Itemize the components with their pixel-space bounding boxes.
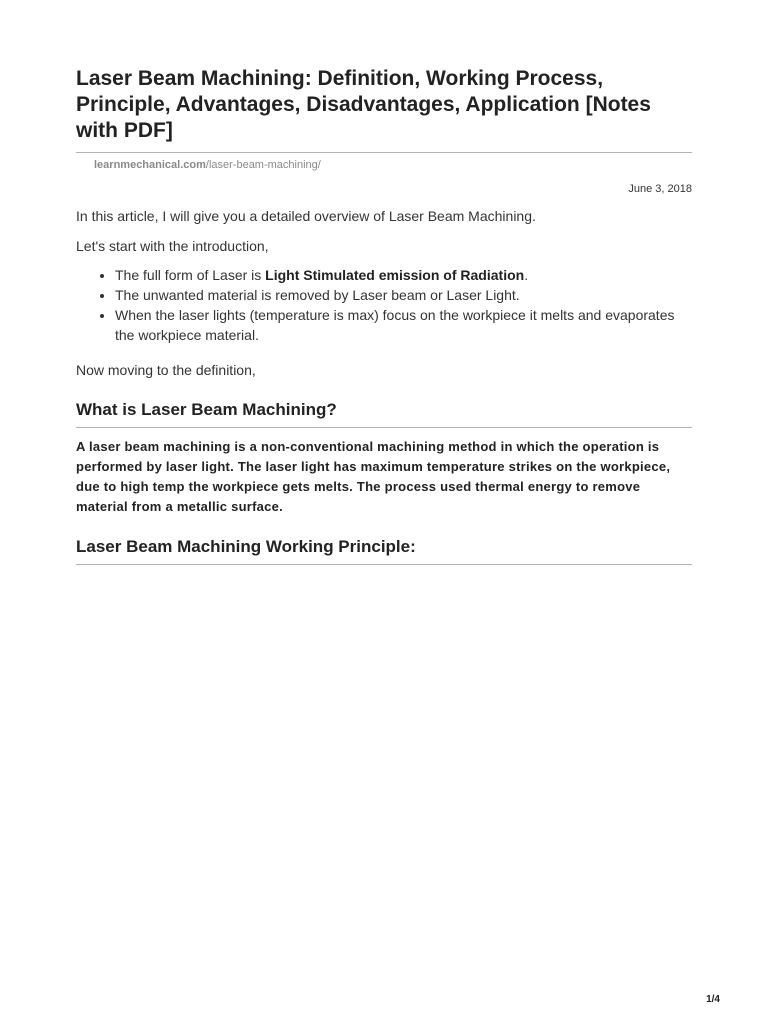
document-page	[76, 66, 692, 565]
source-path[interactable]: /laser-beam-machining/	[205, 159, 321, 171]
bullet-1-bold: Light Stimulated emission of Radiation	[265, 267, 525, 283]
publish-date: June 3, 2018	[628, 183, 692, 195]
intro-paragraph: In this article, I will give you a detailed overview of Laser Beam Machining.	[76, 208, 536, 224]
moving-on-paragraph: Now moving to the definition,	[76, 362, 256, 378]
definition-paragraph: A laser beam machining is a non-conventional machining method in which the operation is performed by laser light. The laser light has maximum temperature strikes on the workpiece, due to high temp the workpiece gets melts. The process used thermal energy to remove material from a metallic surface.	[76, 439, 671, 514]
heading-divider	[76, 564, 692, 565]
list-item: • When the laser lights (temperature is max) focus on the workpiece it melts and evaporates the workpiece material.	[115, 305, 692, 345]
title-divider	[76, 152, 692, 153]
heading-what-is: What is Laser Beam Machining?	[76, 400, 337, 419]
bullet-1-prefix: The full form of Laser is	[115, 267, 266, 283]
heading-divider	[76, 427, 692, 428]
heading-working-principle: Laser Beam Machining Working Principle:	[76, 537, 416, 556]
article-title: Laser Beam Machining: Definition, Working Process, Principle, Advantages, Disadvantages, Application [Notes with PDF]	[76, 67, 651, 142]
intro-bullet-list	[76, 265, 692, 345]
source-domain[interactable]: learnmechanical.com	[94, 159, 206, 171]
bullet-1-suffix: .	[524, 267, 529, 283]
list-item	[115, 265, 692, 285]
page-number: 1/4	[706, 994, 720, 1005]
source-link[interactable]	[76, 158, 692, 172]
lets-start-paragraph: Let's start with the introduction,	[76, 238, 269, 254]
list-item: • The unwanted material is removed by Laser beam or Laser Light.	[115, 285, 692, 305]
